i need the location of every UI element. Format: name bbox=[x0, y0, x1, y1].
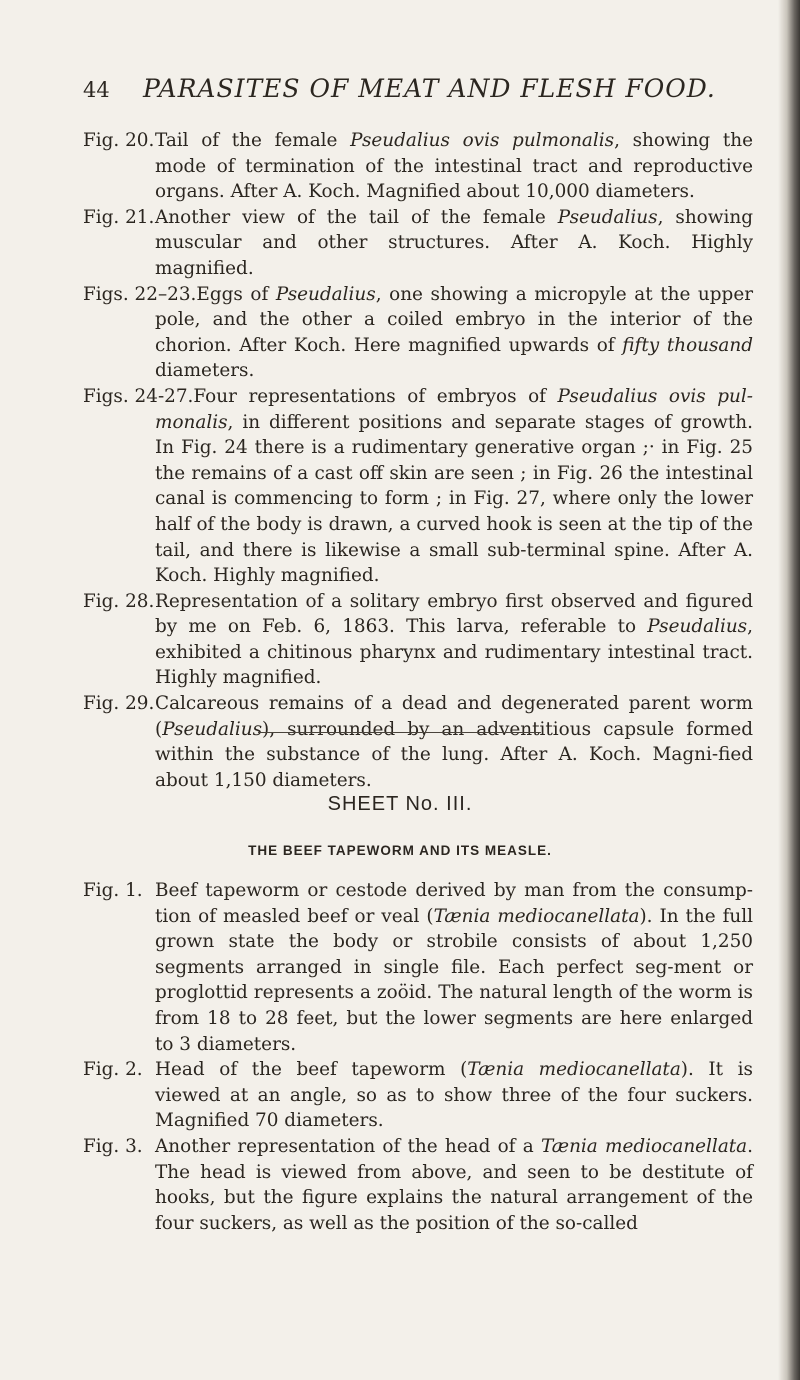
figure-list-part2 bbox=[83, 878, 753, 1236]
figure-entry: Fig. 29.Calcareous remains of a dead and degenerated parent worm (Pseudalius), surrounded by an adventitious capsule formed within the substance of the lung. After A. Koch. Magni-fied about 1,150 diameters. bbox=[83, 693, 753, 791]
section-divider bbox=[258, 732, 541, 733]
figure-list-part1 bbox=[83, 128, 753, 793]
running-title: PARASITES OF MEAT AND FLESH FOOD. bbox=[143, 74, 716, 103]
sheet-title: SHEET No. III. bbox=[327, 793, 473, 815]
figure-label: Fig. 2. bbox=[83, 1059, 143, 1081]
figure-label: Figs. 22–23. bbox=[83, 283, 197, 305]
figure-entry: Figs. 24-27.Four representations of embryos of Pseudalius ovis pul-monalis, in different positions and separate stages of growth. In Fig. 24 there is a rudimentary generative organ ;· in Fig. 25 the remains of a cast off skin are seen ; in Fig. 26 the intestinal canal is commencing to form ; in Fig. 27, where only the lower half of the body is drawn, a curved hook is seen at the tip of the tail, and there is likewise a small sub-terminal spine. After A. Koch. Highly magnified. bbox=[83, 385, 753, 587]
figure-entry: Fig. 28.Representation of a solitary embryo first observed and figured by me on Feb. 6, 1863. This larva, referable to Pseudalius, exhibited a chitinous pharynx and rudimentary intestinal tract. Highly magnified. bbox=[83, 590, 753, 689]
figure-label: Fig. 20. bbox=[83, 130, 155, 151]
figure-entry: Fig. 3. Another representation of the head of a Tænia mediocanellata. The head is viewed from above, and seen to be destitute of hooks, but the figure explains the natural arrangement of the four suckers, as well as the position of the so-called bbox=[83, 1135, 753, 1234]
figure-label: Fig. 21. bbox=[83, 206, 155, 228]
figure-label: Fig. 3. bbox=[83, 1135, 143, 1157]
figure-label: Figs. 24-27. bbox=[83, 385, 194, 407]
figure-label: Fig. 29. bbox=[83, 693, 155, 715]
page-number: 44 bbox=[83, 78, 110, 102]
figure-label: Fig. 28. bbox=[83, 590, 155, 612]
figure-label: Fig. 1. bbox=[83, 880, 143, 901]
figure-entry: Fig. 1. Beef tapeworm or cestode derived by man from the consump-tion of measled beef or veal (Tænia mediocanellata). In the full grown state the body or strobile consists of about 1,250 segments arranged in single file. Each perfect seg-ment or proglottid represents a zoöid. The natural length of the worm is from 18 to 28 feet, but the lower segments are here enlarged to 3 diameters. bbox=[83, 880, 753, 1055]
figure-entry: Figs. 22–23.Eggs of Pseudalius, one showing a micropyle at the upper pole, and the other a coiled embryo in the interior of the chorion. After Koch. Here magnified upwards of fifty thousand diameters. bbox=[83, 283, 753, 382]
sheet-subtitle: THE BEEF TAPEWORM AND ITS MEASLE. bbox=[248, 843, 552, 858]
figure-entry: Fig. 21.Another view of the tail of the female Pseudalius, showing muscular and other structures. After A. Koch. Highly magnified. bbox=[83, 206, 753, 279]
page-edge-shadow bbox=[778, 0, 800, 1380]
figure-entry: Fig. 2. Head of the beef tapeworm (Tænia mediocanellata). It is viewed at an angle, so as to show three of the four suckers. Magnified 70 diameters. bbox=[83, 1059, 753, 1132]
figure-entry: Fig. 20.Tail of the female Pseudalius ovis pulmonalis, showing the mode of termination of the intestinal tract and reproductive organs. After A. Koch. Magnified about 10,000 diameters. bbox=[83, 130, 753, 203]
